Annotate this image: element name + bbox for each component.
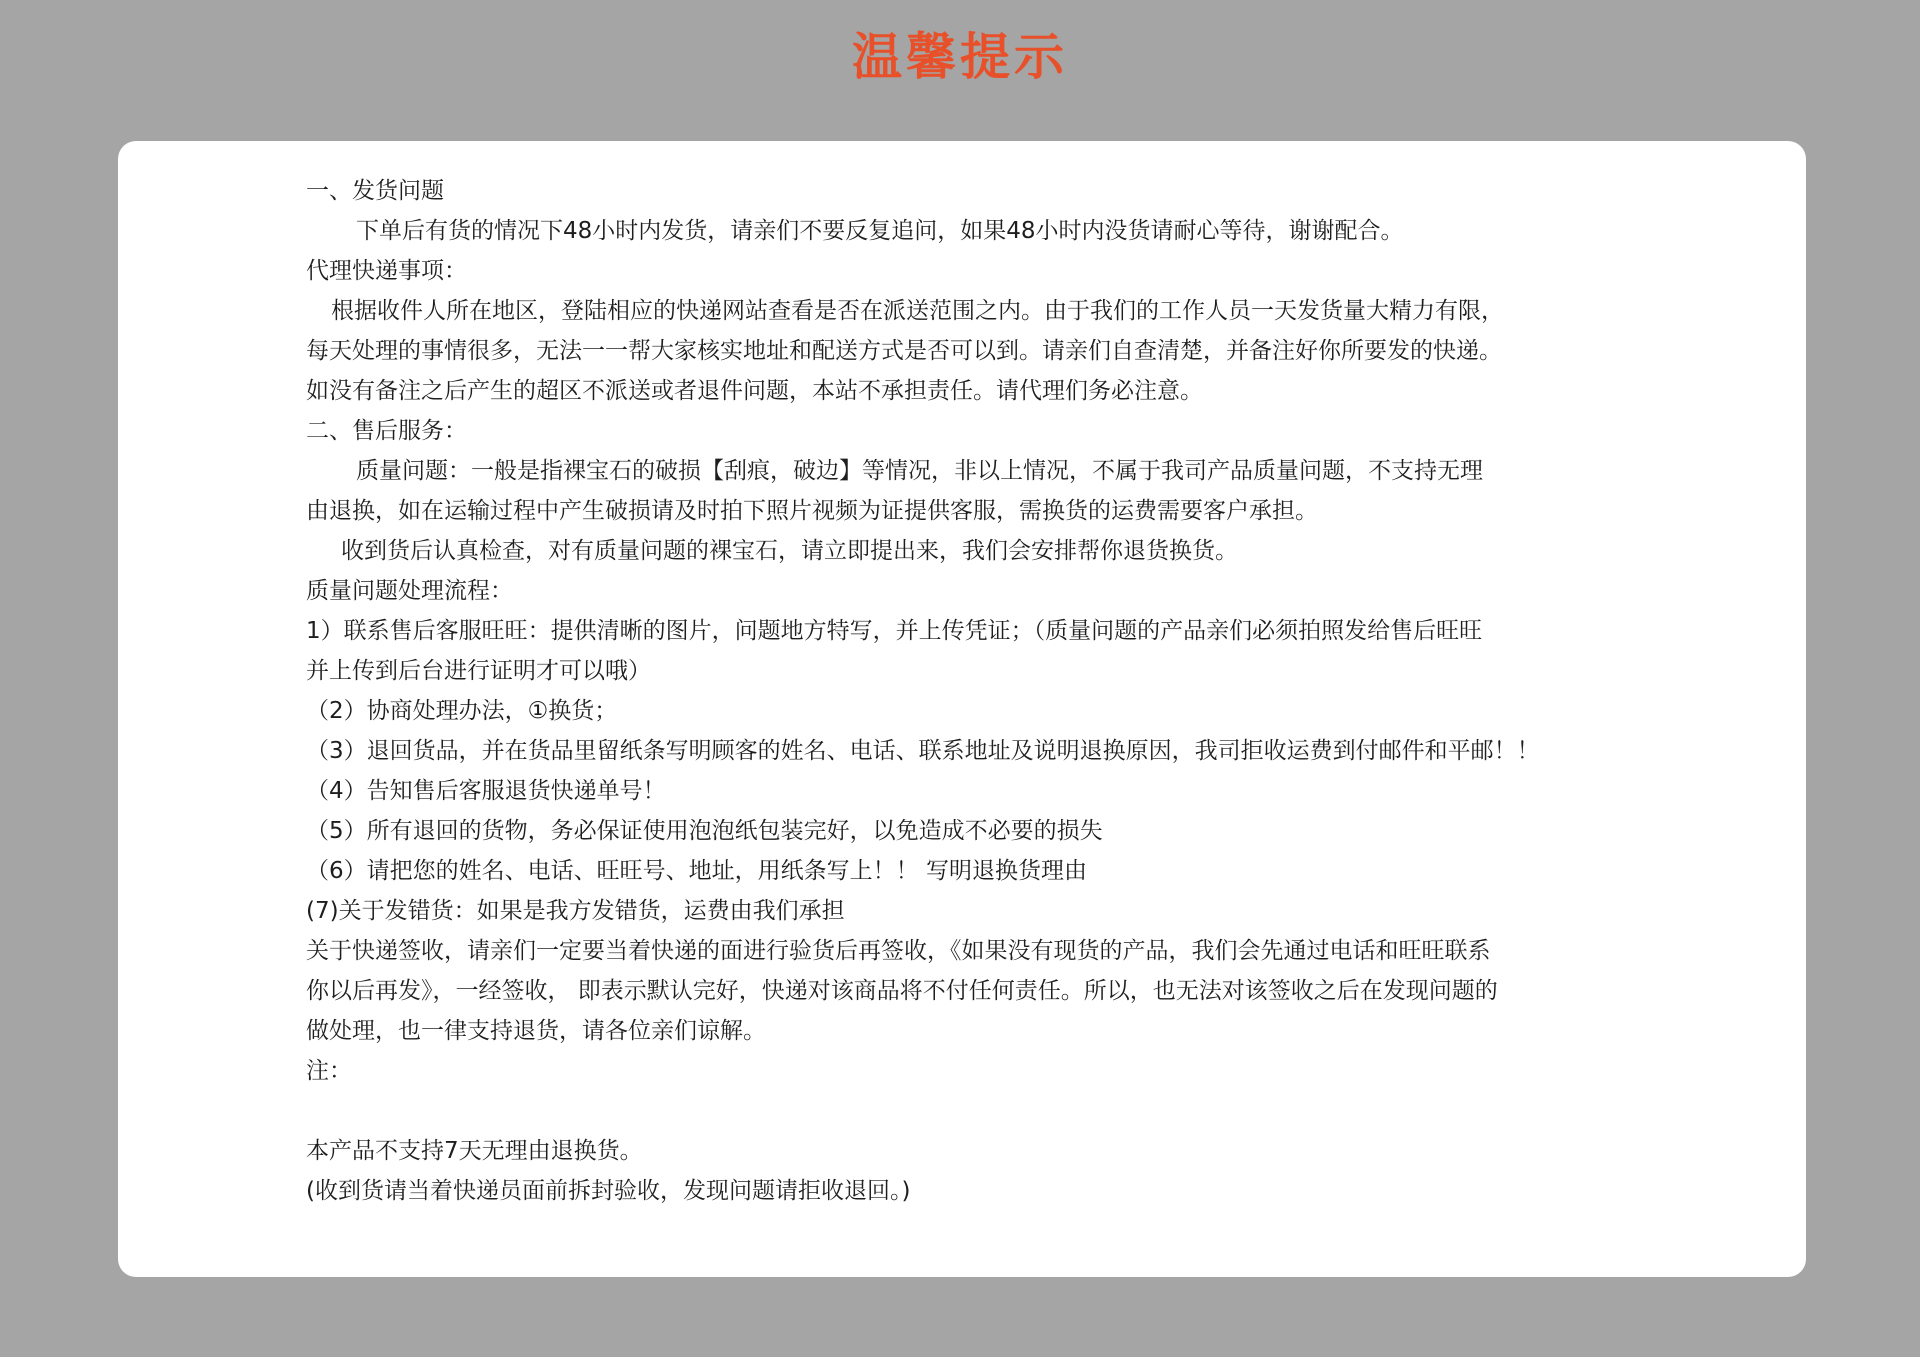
notice-body: [306, 171, 1746, 1211]
paragraph-line: 质量问题：一般是指裸宝石的破损【刮痕，破边】等情况，非以上情况，不属于我司产品质量问题，不支持无理: [356, 458, 1483, 484]
list-item: （4）告知售后客服退货快递单号！: [306, 778, 666, 804]
list-item: （3）退回货品，并在货品里留纸条写明顾客的姓名、电话、联系地址及说明退换原因，我司拒收运费到付邮件和平邮！！: [306, 738, 1540, 764]
note-line: (收到货请当着快递员面前拆封验收，发现问题请拒收退回。): [306, 1178, 911, 1204]
paragraph-line: 关于快递签收，请亲们一定要当着快递的面进行验货后再签收，《如果没有现货的产品，我们会先通过电话和旺旺联系: [306, 938, 1491, 964]
note-line: 本产品不支持7天无理由退换货。: [306, 1138, 643, 1164]
list-item: 并上传到后台进行证明才可以哦）: [306, 658, 651, 684]
page-title: 温馨提示: [852, 28, 1068, 86]
paragraph-line: 根据收件人所在地区，登陆相应的快递网站查看是否在派送范围之内。由于我们的工作人员一天发货量大精力有限，: [331, 298, 1504, 324]
list-item: （6）请把您的姓名、电话、旺旺号、地址，用纸条写上！！ 写明退换货理由: [306, 858, 1087, 884]
blank-line: [306, 1091, 1746, 1131]
note-heading: 注：: [306, 1058, 352, 1084]
list-item: （2）协商处理办法，①换货；: [306, 698, 618, 724]
section-heading-process: 质量问题处理流程：: [306, 578, 513, 604]
paragraph-line: 收到货后认真检查，对有质量问题的裸宝石，请立即提出来，我们会安排帮你退货换货。: [341, 538, 1238, 564]
paragraph-line: 你以后再发》，一经签收， 即表示默认完好，快递对该商品将不付任何责任。所以，也无法对该签收之后在发现问题的: [306, 978, 1498, 1004]
section-heading-after-sales: 二、售后服务：: [306, 418, 467, 444]
notice-card: [118, 141, 1806, 1277]
paragraph-line: 下单后有货的情况下48小时内发货，请亲们不要反复追问，如果48小时内没货请耐心等待，谢谢配合。: [356, 218, 1404, 244]
paragraph-line: 做处理，也一律支持退货，请各位亲们谅解。: [306, 1018, 766, 1044]
list-item: (7)关于发错货：如果是我方发错货，运费由我们承担: [306, 898, 845, 924]
list-item: 1）联系售后客服旺旺：提供清晰的图片，问题地方特写，并上传凭证；（质量问题的产品亲们必须拍照发给售后旺旺: [306, 618, 1483, 644]
section-heading-courier: 代理快递事项：: [306, 258, 467, 284]
section-heading-shipping: 一、发货问题: [306, 178, 444, 204]
paragraph-line: 如没有备注之后产生的超区不派送或者退件问题，本站不承担责任。请代理们务必注意。: [306, 378, 1203, 404]
paragraph-line: 由退换，如在运输过程中产生破损请及时拍下照片视频为证提供客服，需换货的运费需要客户承担。: [306, 498, 1318, 524]
paragraph-line: 每天处理的事情很多，无法一一帮大家核实地址和配送方式是否可以到。请亲们自查清楚，并备注好你所要发的快递。: [306, 338, 1502, 364]
list-item: （5）所有退回的货物，务必保证使用泡泡纸包装完好，以免造成不必要的损失: [306, 818, 1103, 844]
